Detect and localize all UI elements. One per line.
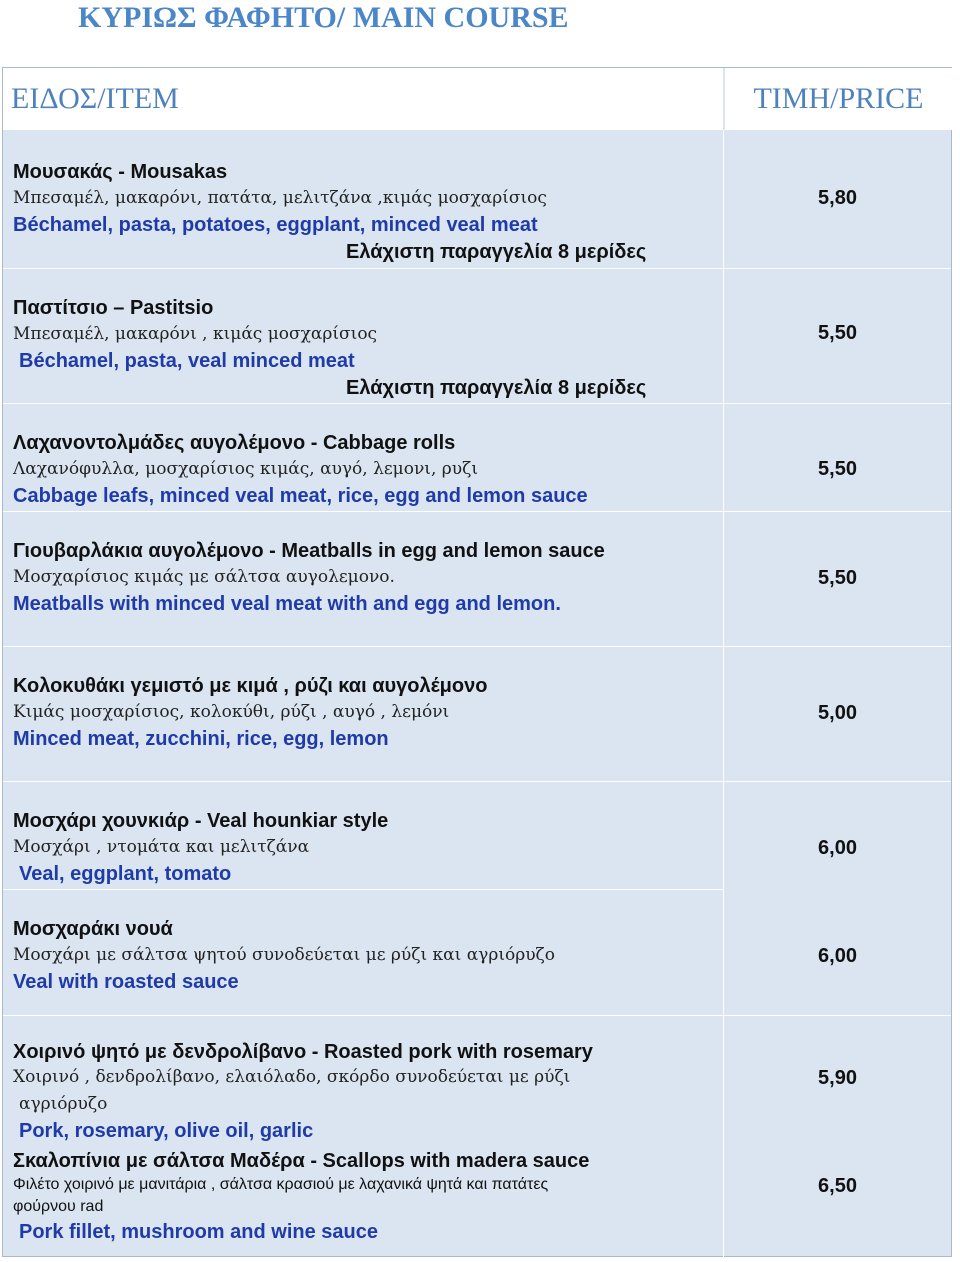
menu-item-cabbage-rolls — [3, 403, 723, 511]
menu-item-scallops-madera — [3, 1150, 723, 1257]
dish-description-greek: Μοσχάρι , ντομάτα και μελιτζάνα — [13, 837, 310, 857]
dish-name: Λαχανοντολμάδες αυγολέμονο - Cabbage rolls — [13, 432, 456, 454]
price-column-header: TIMH/PRICE — [725, 68, 952, 130]
dish-description-greek: Κιμάς μοσχαρίσιος, κολοκύθι, ρύζι , αυγό , λεμόνι — [13, 702, 450, 722]
dish-price: 5,50 — [818, 458, 857, 480]
dish-name: Σκαλοπίνια με σάλτσα Μαδέρα - Scallops with madera sauce — [13, 1150, 590, 1172]
dish-price: 5,00 — [818, 702, 857, 724]
dish-price: 6,00 — [818, 837, 857, 859]
dish-description-english: Pork, rosemary, olive oil, garlic — [19, 1120, 314, 1142]
dish-price: 6,00 — [818, 945, 857, 967]
menu-item-mousakas — [3, 130, 723, 268]
menu-item-veal-noua — [3, 889, 723, 1015]
dish-description-greek: Μπεσαμέλ, μακαρόνι , κιμάς μοσχαρίσιος — [13, 324, 378, 344]
dish-name: Παστίτσιο – Pastitsio — [13, 297, 214, 319]
dish-description-english: Béchamel, pasta, veal minced meat — [19, 350, 355, 372]
menu-item-stuffed-zucchini — [3, 646, 723, 781]
dish-description-english: Cabbage leafs, minced veal meat, rice, egg and lemon sauce — [13, 485, 588, 507]
dish-price: 5,90 — [818, 1067, 857, 1089]
dish-description-greek: Χοιρινό , δενδρολίβανο, ελαιόλαδο, σκόρδο συνοδεύεται με ρύζι — [13, 1067, 571, 1087]
item-column-header: ΕΙΔΟΣ/ITEM — [3, 68, 723, 130]
menu-table — [2, 67, 952, 1257]
dish-name: Μουσακάς - Mousakas — [13, 161, 228, 183]
dish-description-greek: Φιλέτο χοιρινό με μανιτάρια , σάλτσα κρασιού με λαχανικά ψητά και πατάτες — [13, 1176, 549, 1193]
minimum-order-note: Ελάχιστη παραγγελία 8 μερίδες — [346, 377, 647, 399]
dish-name: Γιουβαρλάκια αυγολέμονο - Meatballs in egg and lemon sauce — [13, 540, 605, 562]
dish-description-english: Minced meat, zucchini, rice, egg, lemon — [13, 728, 389, 750]
dish-description-greek: Μοσχαρίσιος κιμάς με σάλτσα αυγολεμονο. — [13, 567, 395, 587]
page-title: ΚΥΡΙΩΣ ΦΑΦΗΤΟ/ MAIN COURSE — [78, 1, 569, 34]
dish-price: 6,50 — [818, 1175, 857, 1197]
dish-price: 5,80 — [818, 187, 857, 209]
menu-item-veal-hounkiar — [3, 781, 723, 889]
menu-item-meatballs — [3, 511, 723, 646]
menu-item-pastitsio — [3, 268, 723, 403]
dish-description-greek: Μπεσαμέλ, μακαρόνι, πατάτα, μελιτζάνα ,κιμάς μοσχαρίσιος — [13, 188, 547, 208]
dish-name: Κολοκυθάκι γεμιστό με κιμά , ρύζι και αυγολέμονο — [13, 675, 488, 697]
dish-description-greek-continued: φούρνου rad — [13, 1198, 104, 1215]
dish-description-english: Meatballs with minced veal meat with and egg and lemon. — [13, 593, 561, 615]
dish-name: Χοιρινό ψητό με δενδρολίβανο - Roasted pork with rosemary — [13, 1041, 593, 1063]
dish-description-greek-continued: αγριόρυζο — [19, 1094, 108, 1114]
dish-description-english: Veal with roasted sauce — [13, 971, 239, 993]
dish-price: 5,50 — [818, 322, 857, 344]
dish-description-english: Béchamel, pasta, potatoes, eggplant, minced veal meat — [13, 214, 538, 236]
minimum-order-note: Ελάχιστη παραγγελία 8 μερίδες — [346, 241, 647, 263]
menu-item-roasted-pork — [3, 1015, 723, 1150]
dish-description-english: Veal, eggplant, tomato — [19, 863, 232, 885]
dish-description-english: Pork fillet, mushroom and wine sauce — [19, 1221, 378, 1243]
dish-price: 5,50 — [818, 567, 857, 589]
dish-name: Μοσχαράκι νουά — [13, 918, 173, 940]
dish-description-greek: Λαχανόφυλλα, μοσχαρίσιος κιμάς, αυγό, λεμονι, ρυζι — [13, 459, 478, 479]
dish-name: Μοσχάρι χουνκιάρ - Veal hounkiar style — [13, 810, 389, 832]
dish-description-greek: Μοσχάρι με σάλτσα ψητού συνοδεύεται με ρύζι και αγριόρυζο — [13, 945, 555, 965]
